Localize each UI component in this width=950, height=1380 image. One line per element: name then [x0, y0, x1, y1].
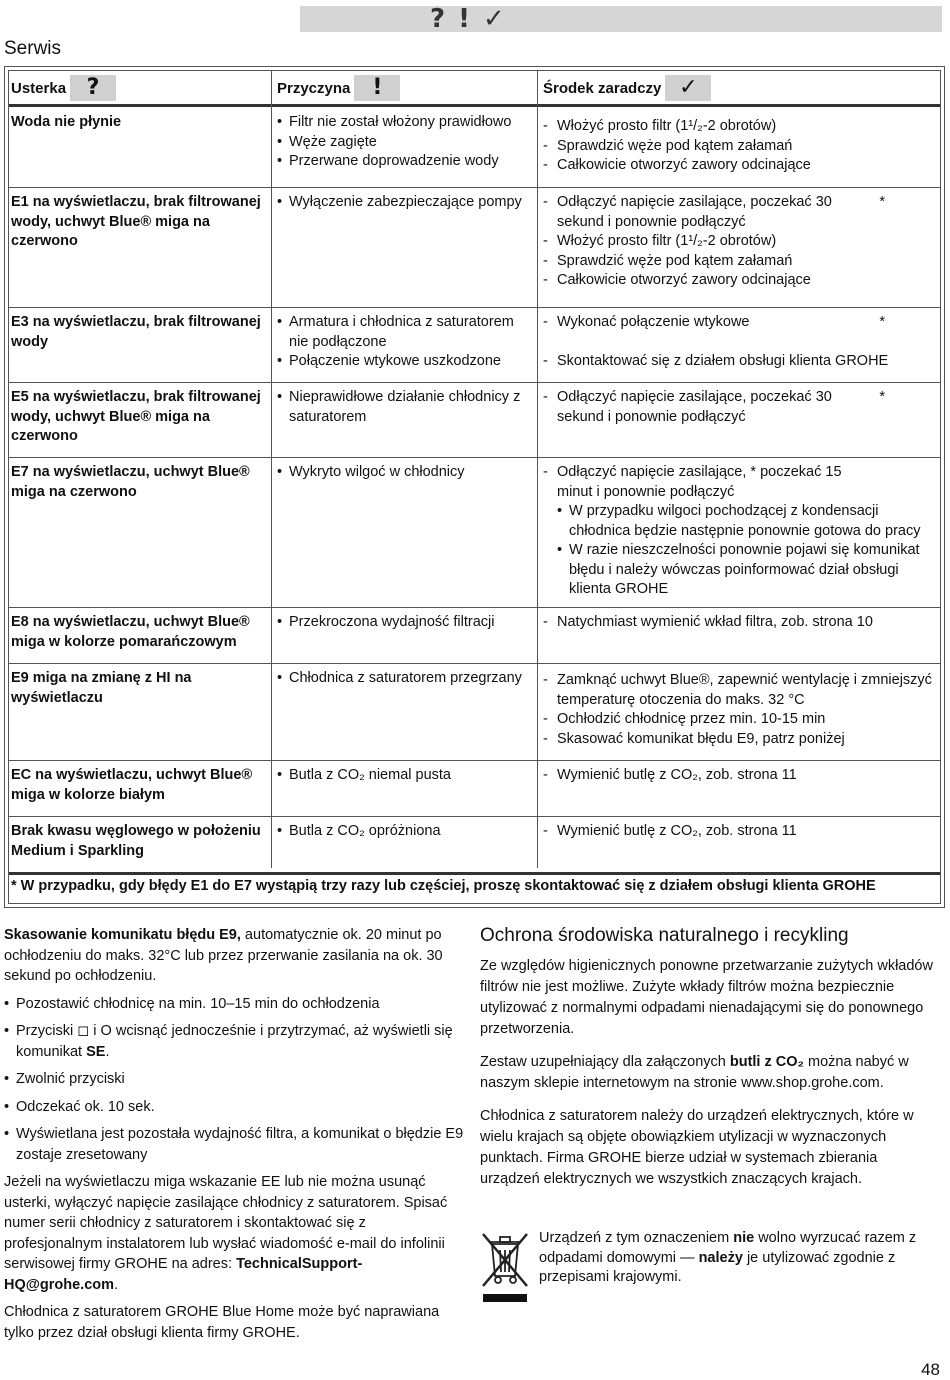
- table-row: [9, 816, 940, 875]
- fault-cell: E5 na wyświetlaczu, brak filtrowanej wody, uchwyt Blue® miga na czerwono: [11, 389, 261, 444]
- troubleshooting-table: [4, 66, 945, 908]
- table-row: [9, 307, 940, 383]
- table-row: [9, 760, 940, 817]
- question-icon: ?: [70, 75, 116, 101]
- recycle-notice: Urządzeń z tym oznaczeniem nie wolno wyrzucać razem z odpadami domowymi — należy je utylizować zgodnie z przepisami krajowymi.: [539, 1230, 917, 1285]
- header-icons: ? ! ✓: [430, 4, 507, 34]
- cause-cell: • Filtr nie został włożony prawidłowo • Węże zagięte • Przerwane doprowadzenie wody: [277, 113, 537, 172]
- list-item: • Pozostawić chłodnicę na min. 10–15 min do ochłodzenia: [4, 994, 464, 1015]
- fault-cell: E3 na wyświetlaczu, brak filtrowanej wody: [11, 314, 261, 350]
- fault-cell: E1 na wyświetlaczu, brak filtrowanej wody, uchwyt Blue® miga na czerwono: [11, 194, 261, 249]
- remedy-cell: - Zamknąć uchwyt Blue®, zapewnić wentylację i zmniejszyć temperaturę otoczenia do maks. 32 °C - Ochłodzić chłodnicę przez min. 10-15 min - Skasować komunikat błędu E9, patrz poniżej: [543, 671, 943, 749]
- remedy-cell: - Włożyć prosto filtr (1¹/₂-2 obrotów) - Sprawdzić węże pod kątem załamań - Całkowicie otworzyć zawory odcinające: [543, 117, 943, 176]
- environment-title: Ochrona środowiska naturalnego i recykling: [480, 925, 849, 946]
- cause-cell: • Butla z CO₂ niemal pusta: [277, 766, 537, 786]
- table-footnote: * W przypadku, gdy błędy E1 do E7 wystąpią trzy razy lub częściej, proszę skontaktować się z działem obsługi klienta GROHE: [11, 878, 876, 894]
- list-item: • Wyświetlana jest pozostała wydajność filtra, a komunikat o błędzie E9 zostaje zresetowany: [4, 1124, 464, 1165]
- header-cause: Przyczyna !: [277, 75, 400, 101]
- list-item: • Odczekać ok. 10 sek.: [4, 1097, 464, 1118]
- table-row: [9, 187, 940, 308]
- remedy-cell: - Wymienić butlę z CO₂, zob. strona 11: [543, 822, 943, 842]
- remedy-cell: - Wykonać połączenie wtykowe * - Skontaktować się z działem obsługi klienta GROHE: [543, 313, 943, 371]
- table-row: [9, 107, 940, 188]
- cause-cell: • Wyłączenie zabezpieczające pompy: [277, 193, 537, 213]
- header-fault: Usterka ?: [11, 75, 116, 101]
- cause-cell: • Armatura i chłodnica z saturatorem nie podłączone • Połączenie wtykowe uszkodzone: [277, 313, 537, 372]
- cause-cell: • Wykryto wilgoć w chłodnicy: [277, 463, 537, 483]
- table-row: [9, 382, 940, 458]
- weee-crossed-bin-icon: [480, 1230, 530, 1304]
- cause-cell: • Butla z CO₂ opróżniona: [277, 822, 537, 842]
- cause-cell: • Chłodnica z saturatorem przegrzany: [277, 669, 537, 689]
- fault-cell: E7 na wyświetlaczu, uchwyt Blue® miga na czerwono: [11, 464, 250, 500]
- remedy-cell: - Odłączyć napięcie zasilające, poczekać 30 sekund i ponownie podłączyć * - Włożyć prosto filtr (1¹/₂-2 obrotów) - Sprawdzić węże pod kątem załamań - Całkowicie otworzyć zawory odcinające: [543, 193, 943, 291]
- exclamation-icon: !: [354, 75, 400, 101]
- table-row: [9, 457, 940, 608]
- check-icon: ✓: [665, 75, 711, 101]
- support-email: TechnicalSupport-HQ@grohe.com: [4, 1256, 363, 1293]
- fault-cell: E8 na wyświetlaczu, uchwyt Blue® miga w kolorze pomarańczowym: [11, 614, 250, 650]
- top-header-bar: [300, 6, 942, 32]
- table-row: [9, 607, 940, 664]
- cause-cell: • Przekroczona wydajność filtracji: [277, 613, 537, 633]
- remedy-cell: - Odłączyć napięcie zasilające, poczekać 30 sekund i ponownie podłączyć *: [543, 388, 943, 427]
- remedy-cell: - Odłączyć napięcie zasilające, * poczekać 15 minut i ponownie podłączyć • W przypadku wilgoci pochodzącej z kondensacji chłodnica będzie następnie ponownie gotowa do pracy • W razie nieszczelności ponownie pojawi się komunikat błędu i należy wówczas poinformować dział obsługi klienta GROHE: [543, 463, 943, 600]
- environment-section: Ochrona środowiska naturalnego i recykling Ze względów higienicznych ponowne przetwarzanie zużytych wkładów filtrów nie jest możliwe. Zużyte wkłady filtrów można bezpiecznie utylizować z normalnymi odpadami nienadającymi się do ponownego przetworzenia. Zestaw uzupełniający dla załączonych butli z CO₂ można nabyć w naszym sklepie internetowym na stronie www.shop.grohe.com. Chłodnica z saturatorem należy do urządzeń elektrycznych, które w wielu krajach są objęte obowiązkiem utylizacji w wyznaczonych punktach. Firma GROHE bierze udział w systemach zbierania urządzeń elektrycznych we wszystkich znaczących krajach.: [480, 925, 940, 1202]
- fault-cell: Brak kwasu węglowego w położeniu Medium i Sparkling: [11, 823, 261, 859]
- fault-cell: E9 miga na zmianę z HI na wyświetlaczu: [11, 670, 192, 706]
- fault-cell: EC na wyświetlaczu, uchwyt Blue® miga w kolorze białym: [11, 767, 253, 803]
- table-header: [9, 71, 940, 107]
- section-title: Serwis: [4, 38, 62, 59]
- e9-reset-section: Skasowanie komunikatu błędu E9, automatycznie ok. 20 minut po ochłodzeniu do maks. 32°C lub przez przerwanie zasilania na ok. 30 sekund po ochłodzeniu. • Pozostawić chłodnicę na min. 10–15 min do ochłodzenia • Przyciski ◻ i O wcisnąć jednocześnie i przytrzymać, aż wyświetli się komunikat SE. • Zwolnić przyciski • Odczekać ok. 10 sek. • Wyświetlana jest pozostała wydajność filtra, a komunikat o błędzie E9 zostaje zresetowany Jeżeli na wyświetlaczu miga wskazanie EE lub nie można usunąć usterki, wyłączyć napięcie zasilające chłodnicy z saturatorem. Spisać numer serii chłodnicy z saturatorem i skontaktować się z profesjonalnym instalatorem lub wysłać wiadomość e-mail do infolinii serwisowej firmy GROHE na adres: TechnicalSupport-HQ@grohe.com. Chłodnica z saturatorem GROHE Blue Home może być naprawiana tylko przez dział obsługi klienta firmy GROHE.: [4, 925, 464, 1350]
- list-item: • Przyciski ◻ i O wcisnąć jednocześnie i przytrzymać, aż wyświetli się komunikat SE.: [4, 1021, 464, 1062]
- list-item: • Zwolnić przyciski: [4, 1069, 464, 1090]
- remedy-cell: - Wymienić butlę z CO₂, zob. strona 11: [543, 766, 943, 786]
- remedy-cell: - Natychmiast wymienić wkład filtra, zob. strona 10: [543, 613, 943, 633]
- page-number: 48: [921, 1360, 940, 1379]
- cause-cell: • Nieprawidłowe działanie chłodnicy z saturatorem: [277, 388, 537, 427]
- header-remedy: Środek zaradczy ✓: [543, 75, 711, 101]
- fault-cell: Woda nie płynie: [11, 114, 122, 130]
- square-button-icon: ◻: [77, 1023, 90, 1039]
- table-row: [9, 663, 940, 761]
